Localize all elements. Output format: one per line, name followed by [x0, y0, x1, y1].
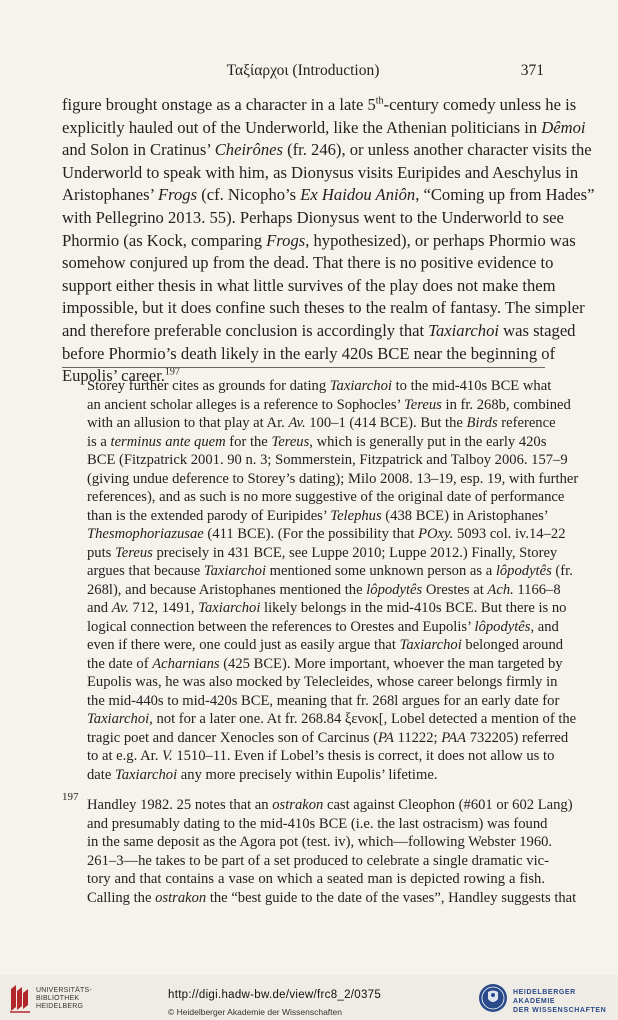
text-line: and Av. 712, 1491, Taxiarchoi likely belongs in the mid-410s BCE. But there is no	[87, 600, 567, 616]
text-line: before Phormio’s death likely in the early 420s BCE near the beginning of	[62, 343, 556, 363]
page-number: 371	[520, 62, 544, 79]
text-line: date Taxiarchoi any more precisely within Eupolis’ lifetime.	[87, 766, 438, 783]
text-line: logical connection between the references to Orestes and Eupolis’ lôpodytês, and	[87, 618, 559, 635]
footnote-197	[87, 796, 577, 907]
text-line: with Pellegrino 2013. 55). Perhaps Dionysus went to the Underworld to see	[62, 207, 564, 227]
text-line: 268l), and because Aristophanes mentioned the lôpodytês Orestes at Ach. 1166–8	[87, 581, 561, 598]
logo-text-line: UNIVERSITÄTS-	[36, 987, 92, 994]
main-text-body	[62, 94, 595, 388]
running-head-title: Ταξίαρχοι (Introduction)	[226, 62, 380, 79]
logo-text-line: DER WISSENSCHAFTEN	[513, 1007, 607, 1014]
text-line: references), and as such is no more suggestive of the original date of performance	[87, 489, 565, 505]
academy-name	[513, 988, 618, 1015]
logo-text-line: HEIDELBERG	[36, 1003, 84, 1010]
logo-text-line: BIBLIOTHEK	[36, 995, 80, 1002]
text-line: puts Tereus precisely in 431 BCE, see Luppe 2010; Luppe 2012.) Finally, Storey	[87, 544, 558, 561]
text-line: and presumably dating to the mid-410s BCE (i.e. the last ostracism) was found	[87, 815, 548, 832]
university-library-logo-icon	[8, 983, 32, 1013]
text-line: Handley 1982. 25 notes that an ostrakon cast against Cleophon (#601 or 602 Lang)	[87, 797, 573, 813]
text-line: explicitly hauled out of the Underworld, like the Athenian politicians in Dêmoi	[62, 117, 586, 137]
text-line: somehow conjured up from the dead. That there is no positive evidence to	[62, 253, 554, 273]
text-line: Storey further cites as grounds for dating Taxiarchoi to the mid-410s BCE what	[87, 378, 552, 394]
logo-text-line: HEIDELBERGER AKADEMIE	[513, 989, 576, 1005]
text-line: Eupolis was, he was also mocked by Telecleides, whose career belongs firmly in	[87, 674, 558, 690]
running-head	[62, 62, 544, 82]
text-line: to at e.g. Ar. V. 1510–11. Even if Lobel’s thesis is correct, it does not allow us to	[87, 748, 555, 764]
text-line: and therefore preferable conclusion is accordingly that Taxiarchoi was staged	[62, 320, 576, 340]
footer-bar	[0, 975, 618, 1020]
text-line: argues that because Taxiarchoi mentioned some unknown person as a lôpodytês (fr.	[87, 563, 573, 579]
text-line: Thesmophoriazusae (411 BCE). (For the possibility that POxy. 5093 col. iv.14–22	[87, 526, 566, 542]
text-line: Underworld to speak with him, as Dionysus visits Euripides and Aeschylus in	[62, 162, 579, 182]
text-line: Eupolis’ career.$^{197}$	[62, 366, 180, 386]
text-line: impossible, but it does confine such theses to the realm of fantasy. The simpler	[62, 298, 585, 318]
copyright-notice: © Heidelberger Akademie der Wissenschaften	[168, 1007, 342, 1017]
footnote-continued	[87, 377, 579, 784]
text-line: than is the extended parody of Euripides’ Telephus (438 BCE) in Aristophanes’	[87, 507, 549, 524]
academy-seal-icon	[478, 983, 508, 1013]
text-line: tory and that contains a vase on which a seated man is depicted rowing a fish.	[87, 871, 545, 887]
text-line: tragic poet and dancer Xenocles son of Carcinus (PA 11222; PAA 732205) referred	[87, 729, 569, 746]
text-line: the mid-440s to mid-420s BCE, meaning that fr. 268l argues for an early date for	[87, 692, 560, 709]
text-line: an ancient scholar alleges is a reference to Sophocles’ Tereus in fr. 268b, combined	[87, 396, 571, 413]
university-library-name	[36, 987, 92, 1011]
text-line: 261–3—he takes to be part of a set produced to celebrate a single dramatic vic-	[87, 852, 549, 869]
text-line: Phormio (as Kock, comparing Frogs, hypothesized), or perhaps Phormio was	[62, 230, 576, 250]
permalink-url[interactable]: http://digi.hadw-bw.de/view/frc8_2/0375	[168, 989, 382, 1001]
text-line: is a terminus ante quem for the Tereus, which is generally put in the early 420s	[87, 433, 547, 450]
text-line: and Solon in Cratinus’ Cheirônes (fr. 246), or unless another character visits the	[62, 140, 592, 160]
text-line: even if there were, one could just as easily argue that Taxiarchoi belonged around	[87, 637, 564, 653]
text-line: BCE (Fitzpatrick 2001. 90 n. 3; Sommerstein, Fitzpatrick and Talboy 2006. 157–9	[87, 452, 568, 468]
text-line: support either thesis in what little survives of the play does not make them	[62, 275, 556, 295]
text-line: Taxiarchoi, not for a later one. At fr. 268.84 ξενοκ[, Lobel detected a mention of the	[87, 711, 577, 727]
footnote-number: 197	[62, 791, 79, 803]
footnote-reference[interactable]: 197	[164, 366, 180, 378]
text-line: figure brought onstage as a character in a late 5th-century comedy unless he is	[62, 95, 577, 114]
text-line: the date of Acharnians (425 BCE). More important, whoever the man targeted by	[87, 655, 563, 672]
footnote-divider	[62, 367, 545, 368]
text-line: with an allusion to that play at Ar. Av. 100–1 (414 BCE). But the Birds reference	[87, 415, 556, 431]
text-line: Calling the ostrakon the “best guide to the date of the vases”, Handley suggests that	[87, 889, 577, 906]
text-line: (giving undue deference to Storey’s dating); Milo 2008. 13–19, esp. 19, with further	[87, 470, 579, 487]
text-line: Aristophanes’ Frogs (cf. Nicopho’s Ex Haidou Aniôn, “Coming up from Hades”	[62, 185, 595, 205]
text-line: in the same deposit as the Agora pot (test. iv), which—following Webster 1960.	[87, 834, 553, 850]
